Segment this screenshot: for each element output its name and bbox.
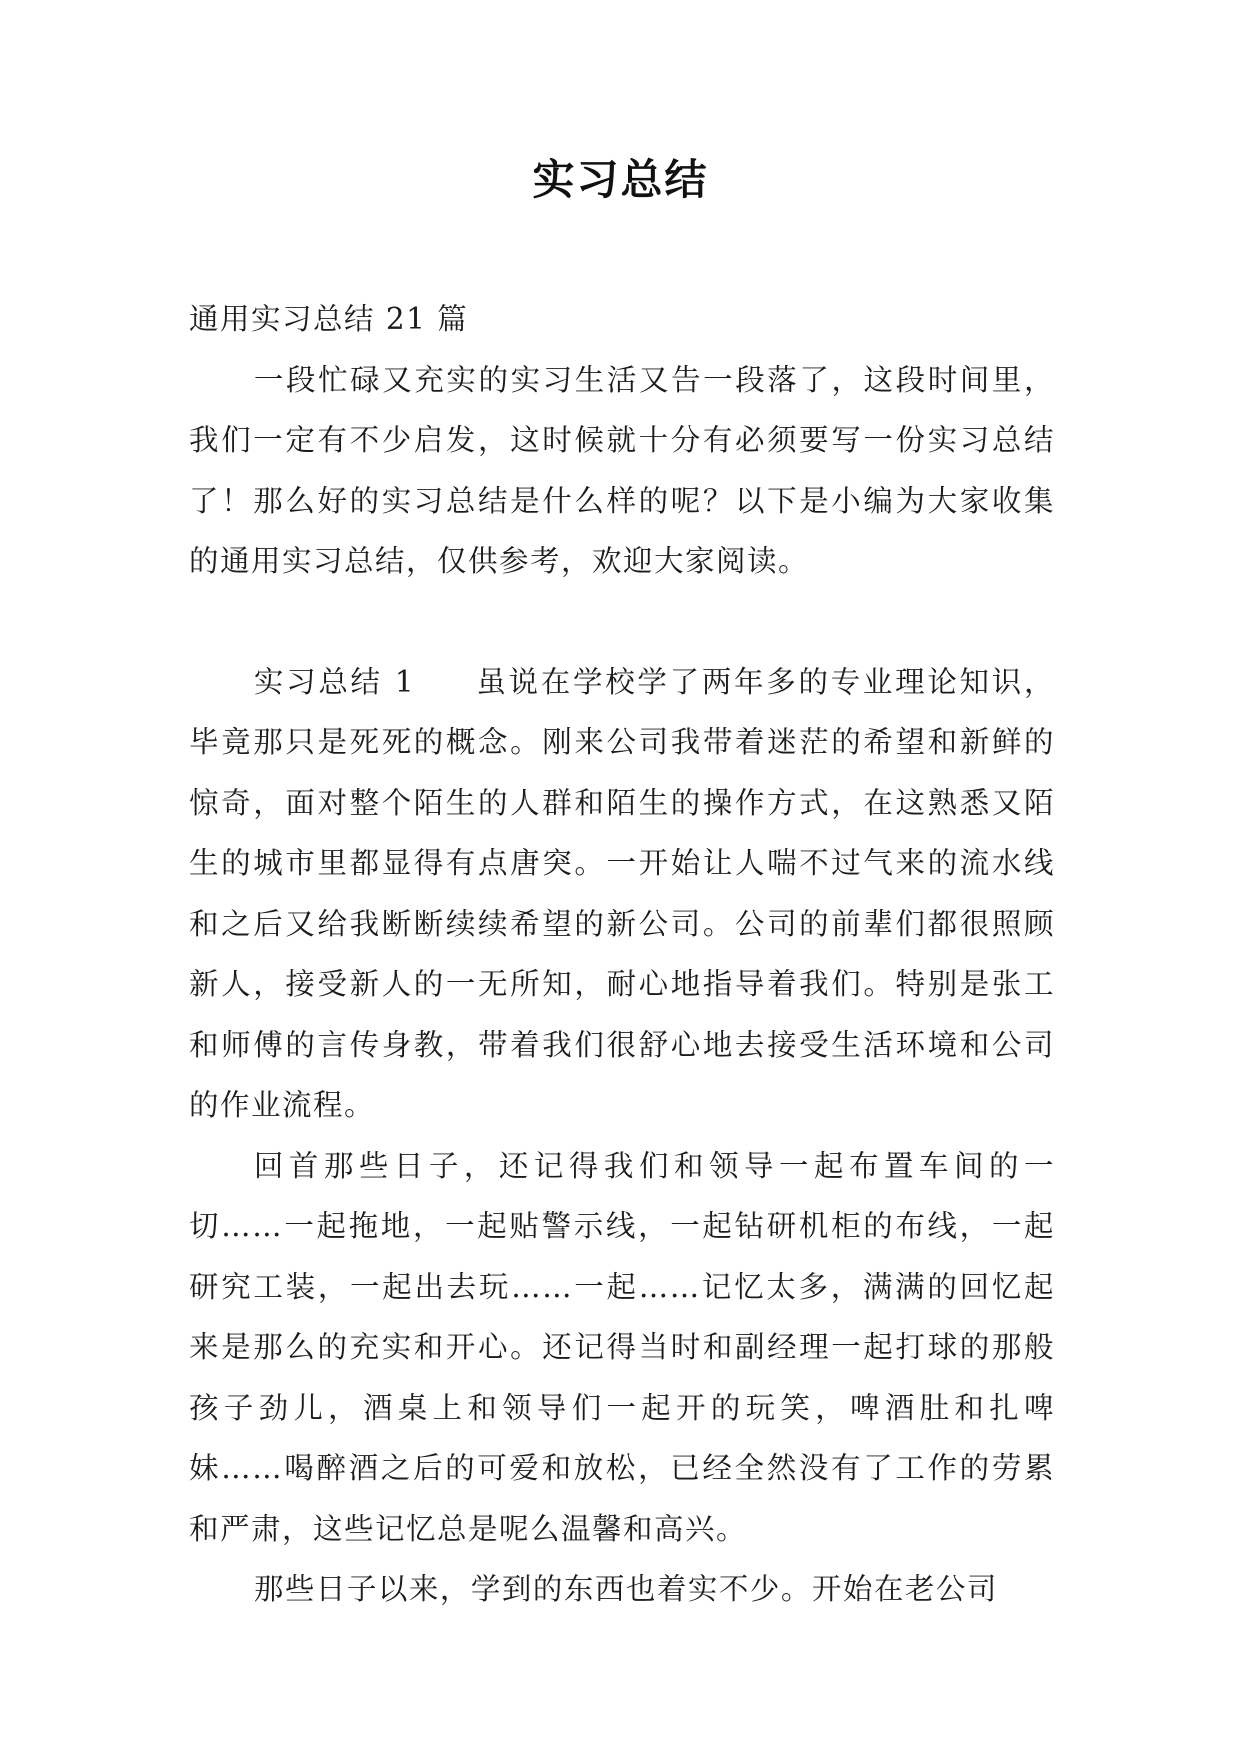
document-title: 实习总结 [532,155,709,204]
intro-paragraph: 一段忙碌又充实的实习生活又告一段落了，这段时间里，我们一定有不少启发，这时候就十分有必须要写一份实习总结了！那么好的实习总结是什么样的呢？以下是小编为大家收集的通用实习总结，仅供参考，欢迎大家阅读。 [189,362,1055,578]
paragraph-2: 回首那些日子，还记得我们和领导一起布置车间的一切……一起拖地，一起贴警示线，一起钻研机柜的布线，一起研究工装，一起出去玩……一起……记忆太多，满满的回忆起来是那么的充实和开心。还记得当时和副经理一起打球的那般孩子劲儿，酒桌上和领导们一起开的玩笑，啤酒肚和扎啤妹……喝醉酒之后的可爱和放松，已经全然没有了工作的劳累和严肃，这些记忆总是呢么温馨和高兴。 [189,1148,1055,1546]
section-1-body: 虽说在学校学了两年多的专业理论知识，毕竟那只是死死的概念。刚来公司我带着迷茫的希望和新鲜的惊奇，面对整个陌生的人群和陌生的操作方式，在这熟悉又陌生的城市里都显得有点唐突。一开始让人喘不过气来的流水线和之后又给我断断续续希望的新公司。公司的前辈们都很照顾新人，接受新人的一无所知，耐心地指导着我们。特别是张工和师傅的言传身教，带着我们很舒心地去接受生活环境和公司的作业流程。 [189,664,1055,1122]
section-1-label: 实习总结 1 [253,664,416,699]
document-subtitle: 通用实习总结 21 篇 [189,302,469,336]
paragraph-3: 那些日子以来，学到的东西也着实不少。开始在老公司 [253,1572,998,1606]
section-spacer [189,592,1055,652]
section-1-paragraph [189,652,1055,1136]
document-body [189,289,1055,1620]
